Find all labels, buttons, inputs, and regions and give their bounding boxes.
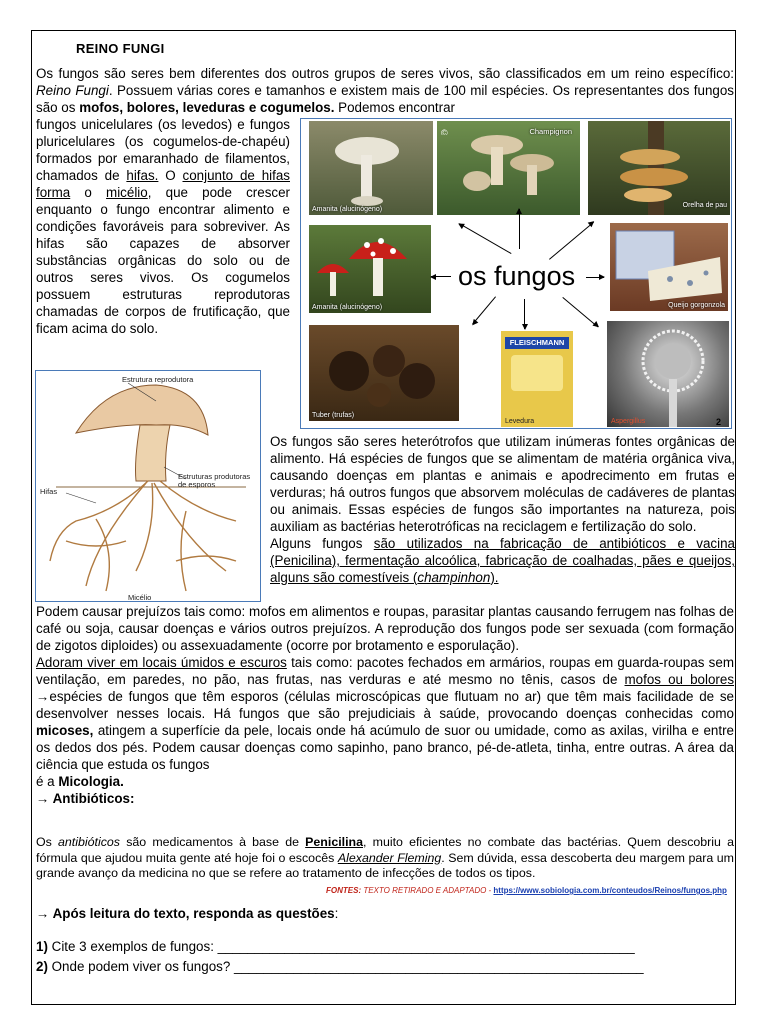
champignon-caption: Champignon — [529, 127, 572, 136]
left-text-2: O — [158, 168, 183, 183]
micologia-line — [36, 773, 734, 790]
questions-heading — [36, 906, 338, 921]
prejuizos-paragraph: Podem causar prejuízos tais como: mofos em alimentos e roupas, parasitar plantas causando ferrugem nas folhas de café ou soja, causar doenças e vários outros prejuízos. A reprodução dos fungos pode ser sexuada (com formação de zigotos diploides) ou assexuadamente (ocorre por brotamento e esporulação). — [36, 604, 734, 653]
page-title: REINO FUNGI — [76, 41, 165, 56]
uses-text-end: ). — [490, 570, 499, 585]
yeast-package-label — [511, 355, 563, 391]
uses-paragraph — [270, 535, 735, 586]
question-1[interactable] — [36, 939, 635, 954]
habitat-text-2: →espécies de fungos que têm esporos (células microscópicas que flutuam no ar) que têm mais facilidade de se desenvolver nesses locais. Há fungos que são prejudiciais à saúde, provocando doenças conhecidas como — [36, 689, 734, 721]
fleischmann-logo: FLEISCHMANN — [505, 337, 569, 349]
fleming-name: Alexander Fleming — [337, 850, 442, 865]
antib-text-3: , muito eficientes no combate das bactérias. Quem descobriu a fórmula que ajudou muita gente até hoje foi o escocês — [36, 835, 735, 865]
mushroom-structure-diagram — [35, 370, 261, 602]
intro-text-1: Os fungos são seres bem diferentes dos outros grupos de seres vivos, são classificados em um reino específico: — [36, 66, 734, 81]
antib-text-1: Os — [36, 835, 59, 849]
habitat-underlined: Adoram viver em locais úmidos e escuros — [36, 655, 287, 670]
uses-underlined: são utilizados na fabricação de antibióticos e vacina (Penicilina), fermentação alcoólica, fabricação de coalhadas, pães e queijos, alguns são comestíveis ( — [270, 536, 735, 585]
habitat-paragraph — [36, 654, 734, 773]
antib-text-2: são medicamentos à base de — [120, 835, 306, 849]
heterotrofos-paragraph — [270, 433, 735, 586]
aspergillus-caption: Aspergillus — [611, 418, 646, 425]
question-2-text: Onde podem viver os fungos? _______________________________________________________ — [47, 959, 644, 974]
arrow-to-amanita-red — [431, 276, 451, 277]
levedura-caption: Levedura — [505, 418, 535, 425]
amanita-red-caption: Amanita (alucinógeno) — [312, 304, 383, 311]
shelf-fungus-illustration — [588, 121, 730, 215]
conjunto-term: conjunto de hifas forma — [36, 168, 290, 200]
habitat-text-1: tais como: pacotes fechados em armários, roupas em guarda-roupas sem ventilação, em paredes, no pão, nas frutas, nas verduras e até mesmo no tênis, casos de — [36, 655, 734, 687]
micologia-term: Micologia. — [58, 774, 124, 789]
amanita-red-photo — [309, 225, 431, 313]
fontes-text: TEXTO RETIRADO E ADAPTADO - — [361, 886, 494, 895]
arrow-to-orelha — [549, 222, 594, 260]
arrow-to-amanita — [459, 223, 511, 254]
arrow-to-aspergillus — [562, 297, 598, 327]
orelha-caption: Orelha de pau — [682, 202, 727, 209]
representantes-bold: mofos, bolores, leveduras e cogumelos. — [79, 100, 335, 115]
center-label-os-fungos: os fungos — [458, 261, 576, 291]
figure-number: 2 — [715, 417, 721, 427]
habitat-text-3: atingem a superfície da pele, locais onde há acúmulo de suor ou umidade, como as axilas, virilha e entre os dedos dos pés. Podem causar doenças como sapinho, pano branco, pé-de-atleta, tinha, entre outras. A área da ciência que estuda os fungos — [36, 723, 734, 772]
questions-heading-colon: : — [334, 906, 339, 921]
source-link[interactable]: https://www.sobiologia.com.br/conteudos/Reinos/fungos.php — [493, 886, 727, 895]
reino-fungi-term: Reino Fungi — [36, 83, 109, 98]
champinhon-term: champinhon — [417, 570, 491, 585]
question-2[interactable] — [36, 959, 644, 974]
questions-heading-text: → Após leitura do texto, responda as questões — [36, 906, 335, 921]
label-estrutura-reprodutora: Estrutura reprodutora — [122, 375, 194, 384]
intro-text-3: Podemos encontrar — [334, 100, 456, 115]
left-text-4: , que pode crescer enquanto o fungo encontrar alimento e condições favoráveis para sobreviver. As hifas são capazes de absorver substâncias orgânicas do solo ou de outros seres vivos. Os cogumelos possuem estruturas reprodutoras chamadas de corpos de frutificação, que ficam acima do solo. — [36, 185, 290, 336]
mushroom-illustration — [309, 121, 433, 215]
red-mushroom-illustration — [309, 225, 431, 313]
cheese-illustration — [610, 223, 728, 311]
trufas-caption: Tuber (trufas) — [312, 412, 355, 419]
heterotrofos-text: Os fungos são seres heterótrofos que utilizam inúmeras fontes orgânicas de alimento. Há espécies de fungos que se alimentam de matéria orgânica viva, causando doenças em plantas e animais e apodrecimento em frutas e verduras; há outros fungos que absorvem moléculas de cadáveres de plantas ou animais. Essas espécies de fungos são importantes na natureza, pois auxiliam as bactérias heterotróficas na reciclagem e fertilização do solo. — [270, 434, 735, 534]
hifas-term: hifas. — [126, 168, 159, 183]
question-1-number: 1) — [36, 939, 48, 954]
fleischmann-photo — [501, 331, 573, 427]
truffle-illustration — [309, 325, 459, 421]
antibioticos-paragraph — [36, 835, 734, 882]
fungi-photo-collage — [300, 118, 732, 429]
intro-text-2: . Possuem várias cores e tamanhos e existem mais de 100 mil espécies. Os representantes dos fungos são os — [36, 83, 734, 115]
mofos-bolores-term: mofos ou bolores — [624, 672, 735, 687]
gorgonzola-photo — [610, 223, 728, 311]
left-column-text — [36, 116, 290, 337]
trufas-photo — [309, 325, 459, 421]
micoses-term: micoses, — [36, 723, 94, 738]
body-text — [36, 603, 734, 807]
label-micelio: Micélio — [128, 593, 152, 602]
question-1-text: Cite 3 exemplos de fungos: ________________________________________________________ — [47, 939, 635, 954]
left-text-1: fungos unicelulares (os levedos) e fungos pluricelulares (os cogumelos-de-chapéu) formados por emaranhado de filamentos, chamados de — [36, 117, 290, 183]
amanita-caption: Amanita (alucinógeno) — [312, 206, 383, 213]
aspergillus-illustration — [607, 321, 729, 427]
micologia-prefix: é a — [36, 774, 59, 789]
label-hifas: Hifas — [40, 487, 58, 496]
arrow-to-levedura — [524, 299, 525, 329]
arrow-to-champignon — [519, 209, 520, 249]
copyright-mark: © — [441, 128, 448, 135]
amanita-photo — [309, 121, 433, 215]
question-2-number: 2) — [36, 959, 48, 974]
arrow-to-trufas — [472, 296, 496, 324]
label-estruturas-produtoras: Estruturas produtoras de esporos — [178, 472, 251, 489]
uses-text-1: Alguns fungos — [270, 536, 374, 551]
left-text-3: o — [70, 185, 107, 200]
arrow-to-queijo — [586, 277, 604, 278]
queijo-caption: Queijo gorgonzola — [668, 302, 725, 309]
micelio-term: micélio — [106, 185, 148, 200]
intro-paragraph — [36, 65, 734, 116]
orelha-de-pau-photo — [588, 121, 730, 215]
fontes-label: FONTES: — [326, 886, 362, 895]
fontes-line — [326, 886, 727, 895]
antib-text-4: . Sem dúvida, essa descoberta deu margem para um grande avanço da medicina no que se refere ao tratamento de infecções de todos os tipos. — [36, 850, 734, 880]
penicilina-term: Penicilina — [305, 835, 364, 849]
aspergillus-photo — [607, 321, 729, 427]
antibioticos-heading: → Antibióticos: — [36, 791, 135, 806]
champignon-photo — [437, 121, 580, 215]
antibioticos-term: antibióticos — [58, 835, 121, 849]
